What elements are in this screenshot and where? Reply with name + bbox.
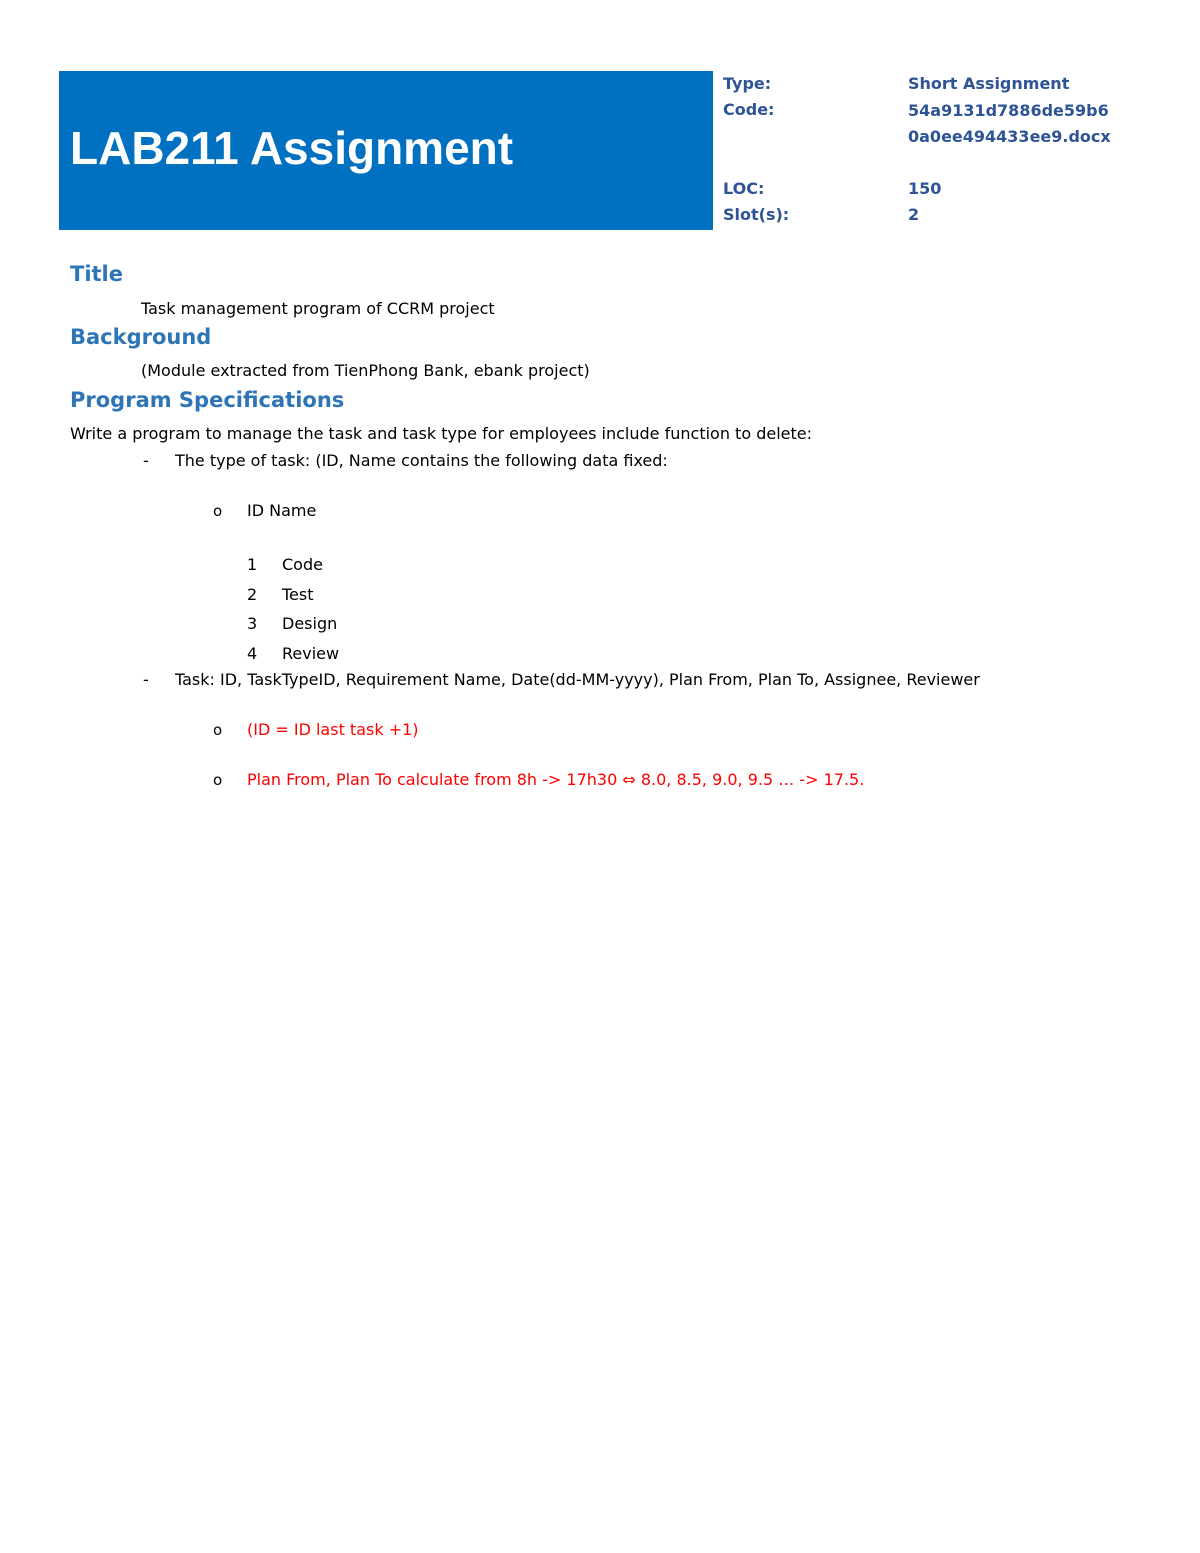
background-heading: Background [70, 325, 212, 349]
circle-bullet: o [213, 721, 223, 739]
dash-bullet: - [143, 670, 149, 689]
meta-type-value: Short Assignment [908, 74, 1070, 93]
dash-bullet: - [143, 451, 149, 470]
task-type-name: Design [282, 614, 338, 633]
meta-type-label: Type: [723, 74, 772, 93]
circle-bullet: o [213, 502, 223, 520]
title-banner [59, 71, 713, 230]
meta-loc-value: 150 [908, 179, 942, 198]
meta-code-value: 54a9131d7886de59b60a0ee494433ee9.docx [908, 101, 1111, 146]
spec-intro: Write a program to manage the task and task type for employees include function to delete: [70, 424, 812, 443]
task-type-name: Code [282, 555, 323, 574]
document-title: LAB211 Assignment [70, 122, 514, 174]
rule-plan: Plan From, Plan To calculate from 8h -> 17h30 ⇔ 8.0, 8.5, 9.0, 9.5 … -> 17.5. [247, 770, 865, 789]
spec-heading: Program Specifications [70, 388, 345, 412]
task-type-header: ID Name [247, 501, 317, 520]
task-type-id: 4 [247, 644, 258, 663]
meta-code-label: Code: [723, 100, 775, 119]
title-heading: Title [70, 262, 124, 286]
meta-slots-label: Slot(s): [723, 205, 790, 224]
task-type-name: Review [282, 644, 340, 663]
meta-slots-value: 2 [908, 205, 920, 224]
background-text: (Module extracted from TienPhong Bank, ebank project) [141, 361, 590, 380]
meta-loc-label: LOC: [723, 179, 765, 198]
task-type-id: 1 [247, 555, 258, 574]
task-type-id: 3 [247, 614, 258, 633]
task-type-line: The type of task: (ID, Name contains the following data fixed: [175, 451, 668, 470]
task-type-id: 2 [247, 585, 258, 604]
task-type-name: Test [282, 585, 314, 604]
circle-bullet: o [213, 771, 223, 789]
title-text: Task management program of CCRM project [141, 299, 495, 318]
task-line: Task: ID, TaskTypeID, Requirement Name, Date(dd-MM-yyyy), Plan From, Plan To, Assignee, Reviewer [175, 670, 980, 689]
rule-id: (ID = ID last task +1) [247, 720, 419, 739]
